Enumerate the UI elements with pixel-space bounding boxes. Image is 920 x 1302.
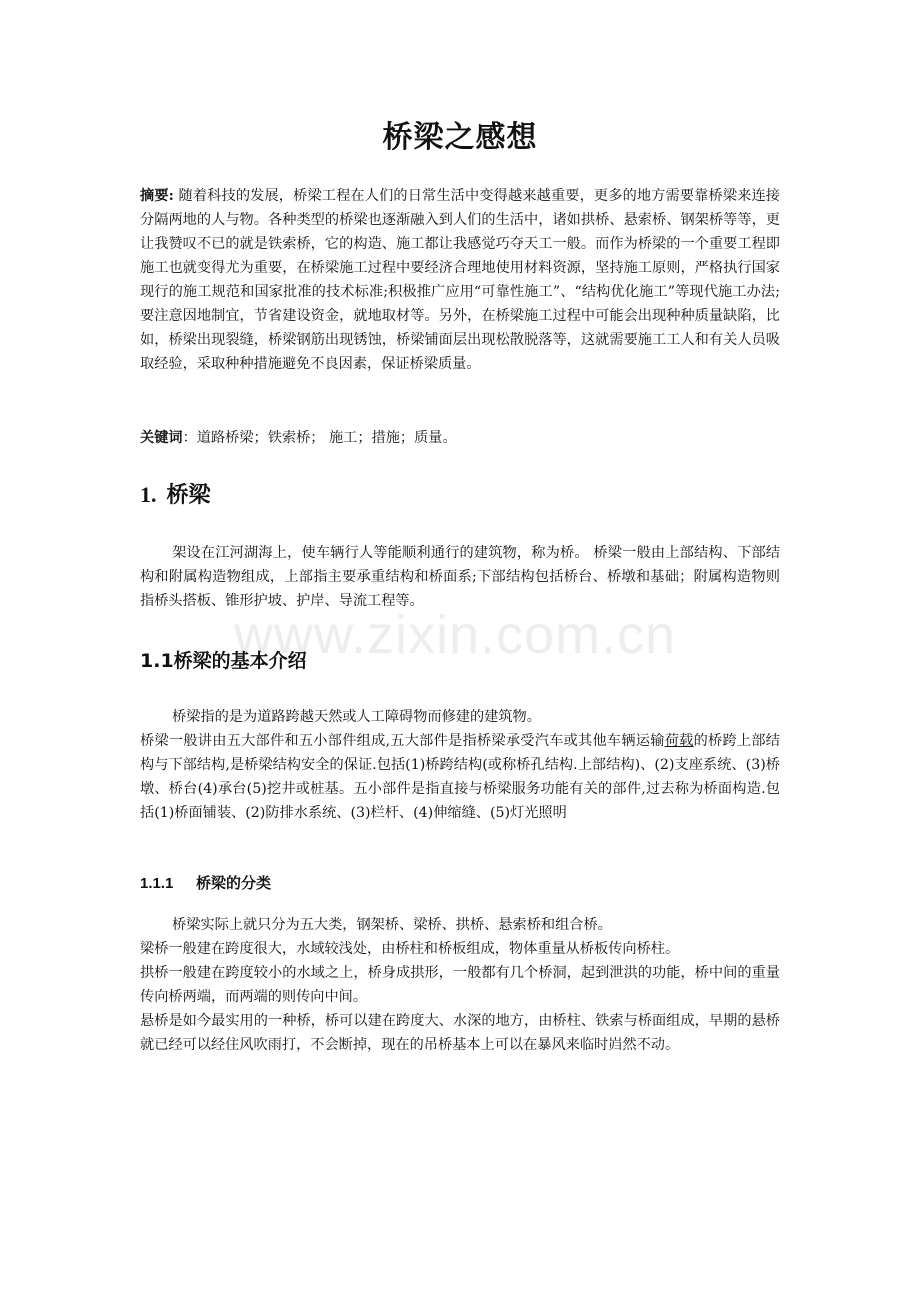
classification-line: 拱桥一般建在跨度较小的水域之上，桥身成拱形，一般都有几个桥洞，起到泄洪的功能，桥中间的重量传向桥两端，而两端的则传向中间。 — [140, 965, 780, 1005]
section-1-number: 1. — [140, 482, 157, 507]
section-1-1-body — [140, 705, 780, 825]
abstract — [140, 184, 780, 376]
section-1-text: 架设在江河湖海上，使车辆行人等能顺利通行的建筑物，称为桥。 桥梁一般由上部结构、下部结构和附属构造物组成，上部指主要承重结构和桥面系;下部结构包括桥台、桥墩和基础；附属构造物则指桥头搭板、锥形护坡、护岸、导流工程等。 — [140, 545, 780, 609]
abstract-label: 摘要: — [140, 188, 174, 204]
section-1-1-heading: 1.1桥梁的基本介绍 — [140, 650, 307, 672]
page-title: 桥梁之感想 — [382, 120, 538, 155]
section-1-title: 桥梁 — [166, 483, 211, 508]
watermark: www.zixin.com.cn — [234, 605, 677, 665]
section-1-1-1-body — [140, 913, 780, 1057]
classification-line: 梁桥一般建在跨度很大，水域较浅处，由桥柱和桥板组成，物体重量从桥板传向桥柱。 — [140, 941, 680, 957]
document-page — [140, 0, 780, 1302]
section-1-1-1-number: 1.1.1 — [140, 875, 174, 892]
section-1-1-1-title: 桥梁的分类 — [196, 874, 272, 892]
section-1-heading — [140, 478, 211, 509]
abstract-text: 随着科技的发展，桥梁工程在人们的日常生活中变得越来越重要，更多的地方需要靠桥梁来连接分隔两地的人与物。各种类型的桥梁也逐渐融入到人们的生活中，诸如拱桥、悬索桥、钢架桥等等，更让我赞叹不已的就是铁索桥，它的构造、施工都让我感觉巧夺天工一般。而作为桥梁的一个重要工程即施工也就变得尤为重要，在桥梁施工过程中要经济合理地使用材料资源，坚持施工原则，严格执行国家现行的施工规范和国家批准的技术标准;积极推广应用“可靠性施工”、“结构优化施工”等现代施工办法;要注意因地制宜，节省建设资金，就地取材等。另外，在桥梁施工过程中可能会出现种种质量缺陷，比如，桥梁出现裂缝，桥梁钢筋出现锈蚀，桥梁铺面层出现松散脱落等，这就需要施工工人和有关人员吸取经验，采取种种措施避免不良因素，保证桥梁质量。 — [140, 188, 780, 372]
keywords — [140, 426, 780, 450]
classification-line: 悬桥是如今最实用的一种桥，桥可以建在跨度大、水深的地方，由桥柱、铁索与桥面组成，早期的悬桥就已经可以经住风吹雨打，不会断掉，现在的吊桥基本上可以在暴风来临时岿然不动。 — [140, 1013, 780, 1053]
load-link[interactable]: 荷载 — [664, 733, 694, 749]
classification-line: 桥梁实际上就只分为五大类，钢架桥、梁桥、拱桥、悬索桥和组合桥。 — [172, 917, 612, 933]
section-1-1-1-heading — [140, 872, 271, 893]
keywords-text: ：道路桥梁；铁索桥； 施工；措施；质量。 — [182, 430, 457, 446]
section-1-paragraph — [140, 541, 780, 613]
keywords-label: 关键词 — [140, 430, 183, 446]
section-1-1-intro-line: 桥梁指的是为道路跨越天然或人工障碍物而修建的建筑物。 — [172, 709, 541, 725]
section-1-1-paragraph: 桥梁一般讲由五大部件和五小部件组成,五大部件是指桥梁承受汽车或其他车辆运输荷载的桥跨上部结构与下部结构,是桥梁结构安全的保证.包括(1)桥跨结构(或称桥孔结构.上部结构)、(2)支座系统、(3)桥墩、桥台(4)承台(5)挖井或桩基。五小部件是指直接与桥梁服务功能有关的部件,过去称为桥面构造.包括(1)桥面铺装、(2)防排水系统、(3)栏杆、(4)伸缩缝、(5)灯光照明 — [140, 733, 780, 821]
